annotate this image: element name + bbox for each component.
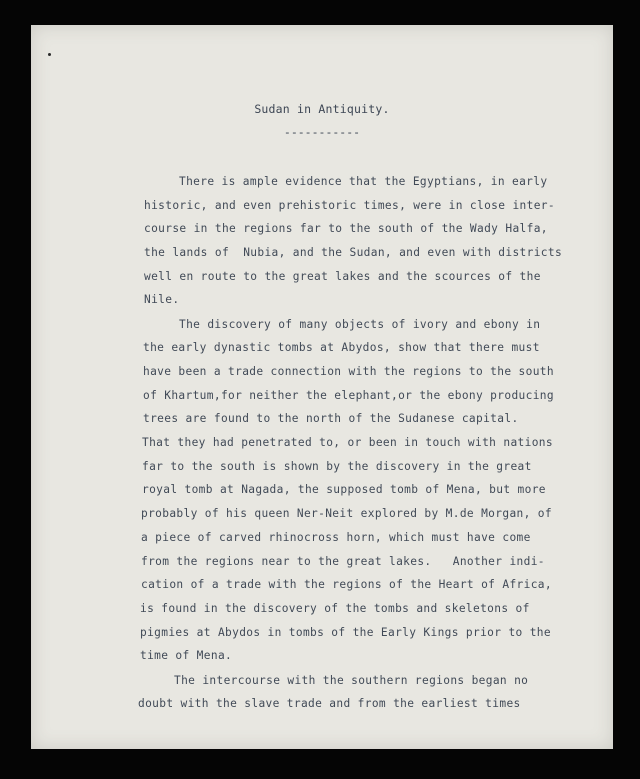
document-title: Sudan in Antiquity. (254, 102, 390, 116)
body-line: doubt with the slave trade and from the earliest times (138, 697, 521, 710)
body-line: the lands of Nubia, and the Sudan, and even with districts (144, 246, 563, 259)
body-line: The intercourse with the southern regions began no (174, 674, 529, 687)
paper-blemish (48, 53, 51, 56)
body-line: well en route to the great lakes and the scources of the (144, 270, 541, 283)
body-line: have been a trade connection with the regions to the south (143, 365, 554, 378)
body-line: a piece of carved rhinocross horn, which must have come (141, 531, 531, 544)
body-line: probably of his queen Ner-Neit explored by M.de Morgan, of (141, 507, 552, 520)
body-line: cation of a trade with the regions of the Heart of Africa, (141, 578, 552, 591)
body-line: Nile. (144, 293, 180, 306)
title-underline: ----------- (283, 125, 361, 139)
body-line: There is ample evidence that the Egyptians, in early (179, 175, 548, 188)
body-line: trees are found to the north of the Sudanese capital. (143, 412, 519, 425)
body-line: from the regions near to the great lakes. Another indi- (141, 555, 545, 568)
body-line: the early dynastic tombs at Abydos, show that there must (143, 341, 540, 354)
body-line: royal tomb at Nagada, the supposed tomb of Mena, but more (142, 483, 546, 496)
body-line: time of Mena. (140, 649, 233, 662)
body-line: The discovery of many objects of ivory and ebony in (179, 318, 541, 331)
body-line: far to the south is shown by the discovery in the great (142, 460, 532, 473)
body-line: That they had penetrated to, or been in touch with nations (142, 436, 553, 449)
document-page (31, 25, 613, 749)
body-line: of Khartum,for neither the elephant,or the ebony producing (143, 389, 554, 402)
body-line: historic, and even prehistoric times, were in close inter- (144, 199, 555, 212)
body-line: is found in the discovery of the tombs and skeletons of (140, 602, 530, 615)
body-line: pigmies at Abydos in tombs of the Early Kings prior to the (140, 626, 551, 639)
body-line: course in the regions far to the south of the Wady Halfa, (144, 222, 548, 235)
